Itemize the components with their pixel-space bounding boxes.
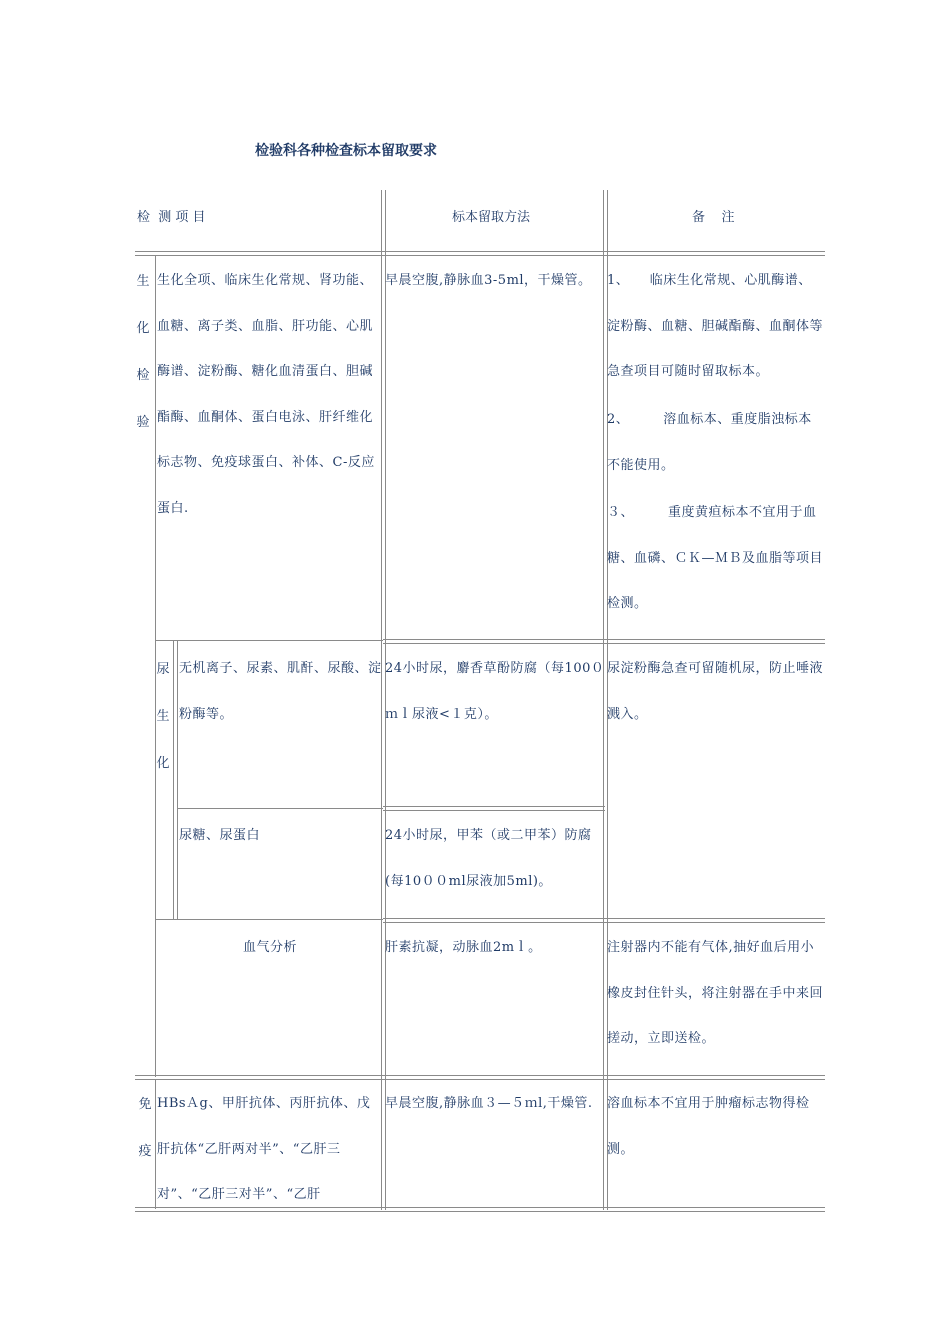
immuno-method: 早晨空腹,静脉血３—５ｍl,干燥管. <box>385 1096 593 1111</box>
category-biochem: 生化检验 <box>136 274 150 430</box>
row-divider <box>135 1075 825 1080</box>
blood-gas-method: 肝素抗凝，动脉血2mｌ。 <box>385 940 542 955</box>
row-divider <box>155 640 383 641</box>
category-column-divider <box>155 1079 156 1209</box>
header-method: 标本留取方法 <box>452 210 531 225</box>
biochem-note-3: ３、 重度黄疸标本不宜用于血糖、血磷、ＣＫ—ＭＢ及血脂等项目检测。 <box>607 505 824 611</box>
header-note: 备 注 <box>692 210 735 225</box>
blood-gas-items: 血气分析 <box>243 940 298 955</box>
table-bottom-border <box>135 1207 825 1212</box>
biochem-note-2: 2、 溶血标本、重度脂浊标本不能使用。 <box>607 412 812 473</box>
urine-row2-method: 24小时尿，甲苯（或二甲苯）防腐(每10００ml尿液加5ml)。 <box>385 828 592 889</box>
biochem-method: 早晨空腹,静脉血3-5ml，干燥管。 <box>385 273 592 288</box>
row-divider <box>177 808 383 809</box>
biochem-items: 生化全项、临床生化常规、肾功能、血糖、离子类、血脂、肝功能、心肌酶谱、淀粉酶、糖化血清蛋白、胆碱酯酶、血酮体、蛋白电泳、肝纤维化标志物、免疫球蛋白、补体、C-反应蛋白. <box>157 273 375 516</box>
blood-gas-note: 注射器内不能有气体,抽好血后用小橡皮封住针头，将注射器在手中来回搓动，立即送检。 <box>607 940 824 1046</box>
category-immuno: 免疫 <box>138 1097 152 1159</box>
immuno-items: HBsＡg、甲肝抗体、丙肝抗体、戊肝抗体“乙肝两对半”、“乙肝三对”、“乙肝三对半”、“乙肝 <box>157 1096 371 1202</box>
header-item: 检 测 项 目 <box>137 210 206 225</box>
urine-row2-items: 尿糖、尿蛋白 <box>179 828 261 843</box>
immuno-note: 溶血标本不宜用于肿瘤标志物得检测。 <box>607 1096 810 1157</box>
biochem-note-1: 1、 临床生化常规、心肌酶谱、淀粉酶、血糖、胆碱酯酶、血酮体等急查项目可随时留取标本。 <box>607 273 824 379</box>
document-title: 检验科各种检查标本留取要求 <box>255 143 437 159</box>
subcategory-column-divider <box>173 641 174 919</box>
row-divider <box>135 251 825 256</box>
subcategory-urine: 尿生化 <box>156 662 170 771</box>
urine-note: 尿淀粉酶急查可留随机尿，防止唾液溅入。 <box>607 661 824 722</box>
urine-row1-method: 24小时尿，麝香草酚防腐（每100０ｍｌ尿液<１克）。 <box>385 661 605 722</box>
row-divider <box>383 806 605 811</box>
row-divider <box>155 919 383 920</box>
subcategory-column-divider <box>177 641 178 919</box>
urine-row1-items: 无机离子、尿素、肌酐、尿酸、淀粉酶等。 <box>179 661 382 722</box>
